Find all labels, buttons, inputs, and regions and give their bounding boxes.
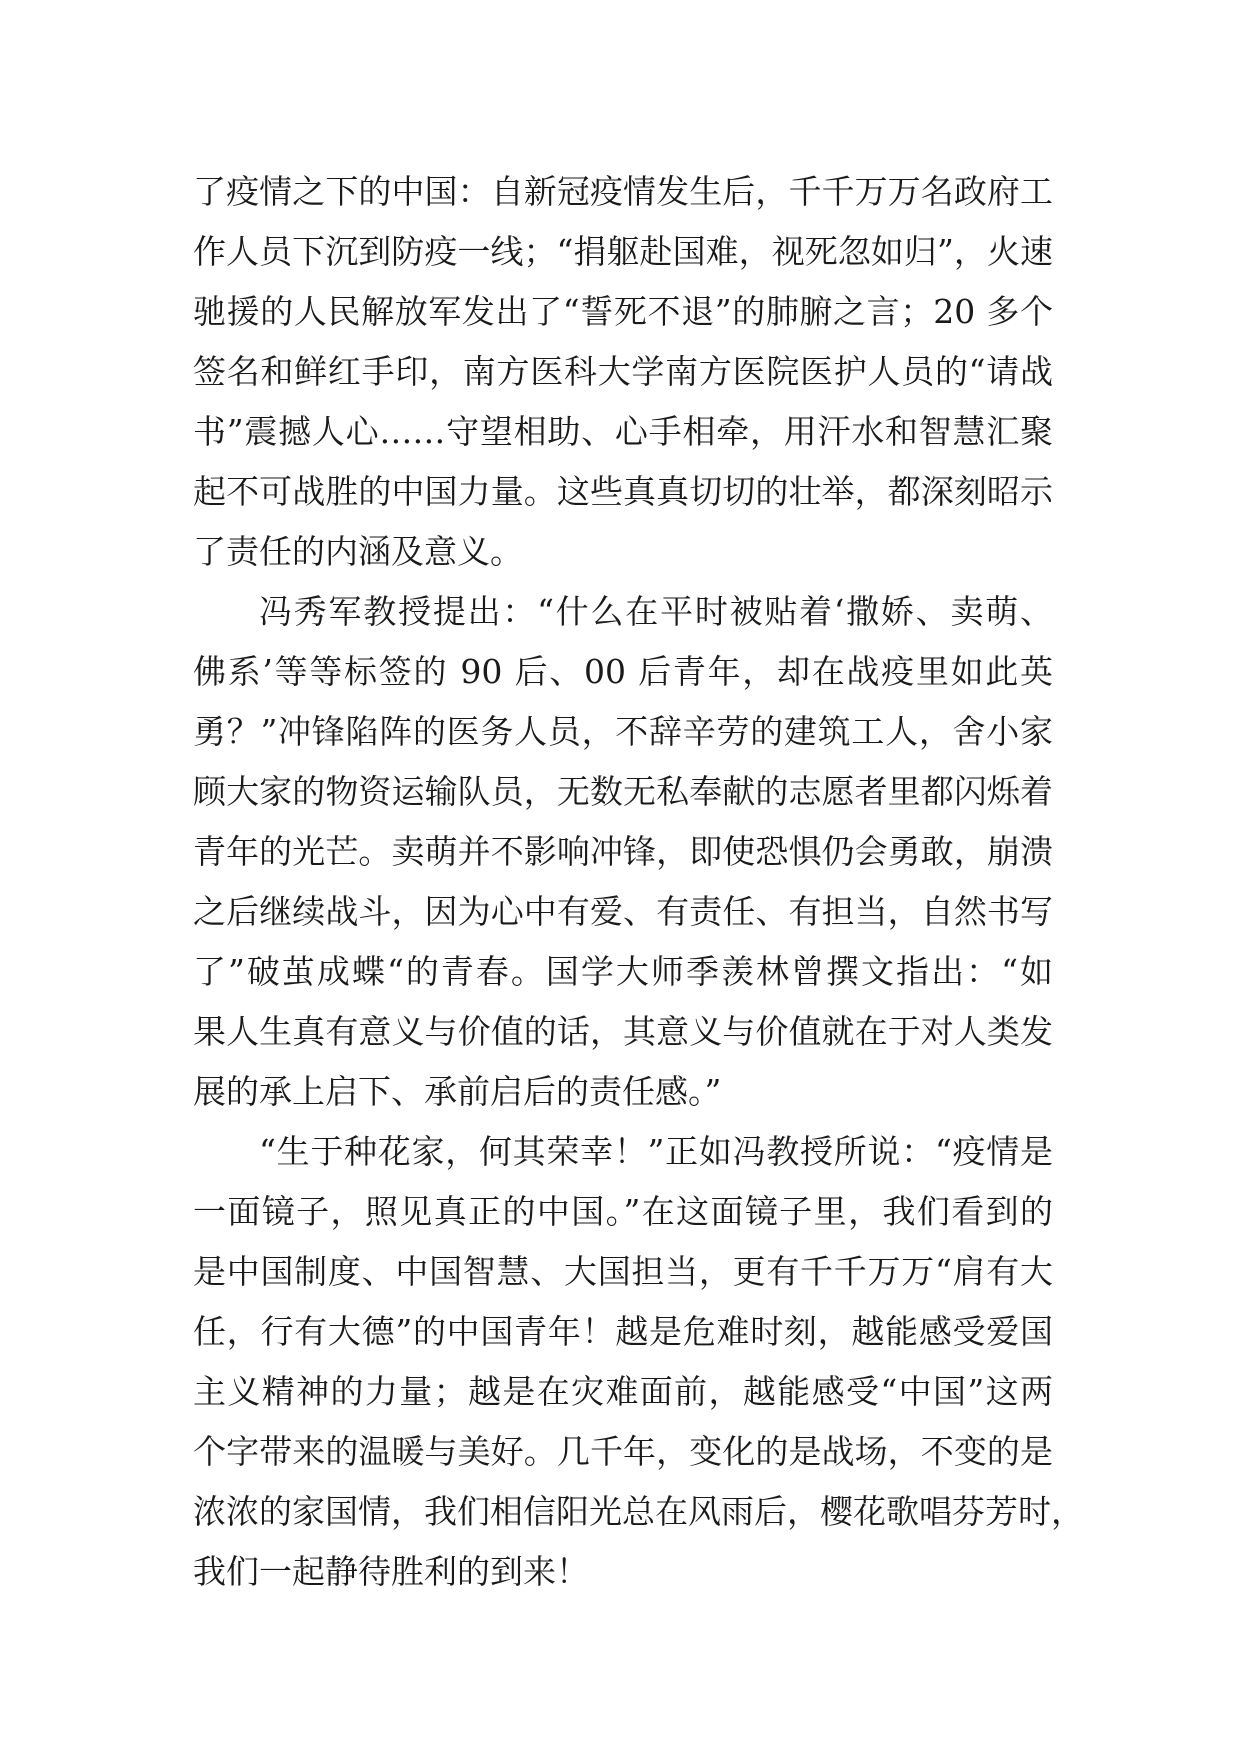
text-line: 任，行有大德”的中国青年！越是危难时刻，越能感受爱国	[193, 1312, 1053, 1351]
text-line: 青年的光芒。卖萌并不影响冲锋，即使恐惧仍会勇敢，崩溃	[193, 832, 1053, 871]
text-line: 作人员下沉到防疫一线；“捐躯赴国难，视死忽如归”，火速	[193, 232, 1053, 271]
paragraph-2	[193, 582, 1053, 1122]
text-line: 之后继续战斗，因为心中有爱、有责任、有担当，自然书写	[193, 892, 1053, 931]
text-line: 果人生真有意义与价值的话，其意义与价值就在于对人类发	[193, 1012, 1053, 1051]
text-line: 驰援的人民解放军发出了“誓死不退”的肺腑之言；20 多个	[193, 292, 1053, 331]
text-line: “生于种花家，何其荣幸！”正如冯教授所说：“疫情是	[259, 1132, 1053, 1171]
document-body	[193, 162, 1084, 1602]
text-line: 勇？”冲锋陷阵的医务人员，不辞辛劳的建筑工人，舍小家	[193, 712, 1053, 751]
text-line: 签名和鲜红手印，南方医科大学南方医院医护人员的“请战	[193, 352, 1053, 391]
text-line: 了责任的内涵及意义。	[193, 532, 523, 571]
text-line: 一面镜子，照见真正的中国。”在这面镜子里，我们看到的	[193, 1192, 1053, 1231]
text-line: 了”破茧成蝶“的青春。国学大师季羡林曾撰文指出：“如	[193, 952, 1053, 991]
text-line: 冯秀军教授提出：“什么在平时被贴着‘撒娇、卖萌、	[259, 592, 1053, 631]
text-line: 浓浓的家国情，我们相信阳光总在风雨后，樱花歌唱芬芳时，	[193, 1492, 1084, 1531]
text-line: 佛系’等等标签的 90 后、00 后青年，却在战疫里如此英	[193, 652, 1053, 691]
text-line: 主义精神的力量；越是在灾难面前，越能感受“中国”这两	[193, 1372, 1053, 1411]
paragraph-1	[193, 162, 1053, 582]
text-line: 顾大家的物资运输队员，无数无私奉献的志愿者里都闪烁着	[193, 772, 1053, 811]
text-line: 是中国制度、中国智慧、大国担当，更有千千万万“肩有大	[193, 1252, 1053, 1291]
text-line: 个字带来的温暖与美好。几千年，变化的是战场，不变的是	[193, 1432, 1053, 1471]
text-line: 展的承上启下、承前启后的责任感。”	[193, 1072, 722, 1111]
text-line: 书”震撼人心……守望相助、心手相牵，用汗水和智慧汇聚	[193, 412, 1053, 451]
text-line: 我们一起静待胜利的到来！	[193, 1552, 589, 1591]
paragraph-3	[193, 1122, 1084, 1602]
text-line: 了疫情之下的中国：自新冠疫情发生后，千千万万名政府工	[193, 172, 1053, 211]
text-line: 起不可战胜的中国力量。这些真真切切的壮举，都深刻昭示	[193, 472, 1053, 511]
